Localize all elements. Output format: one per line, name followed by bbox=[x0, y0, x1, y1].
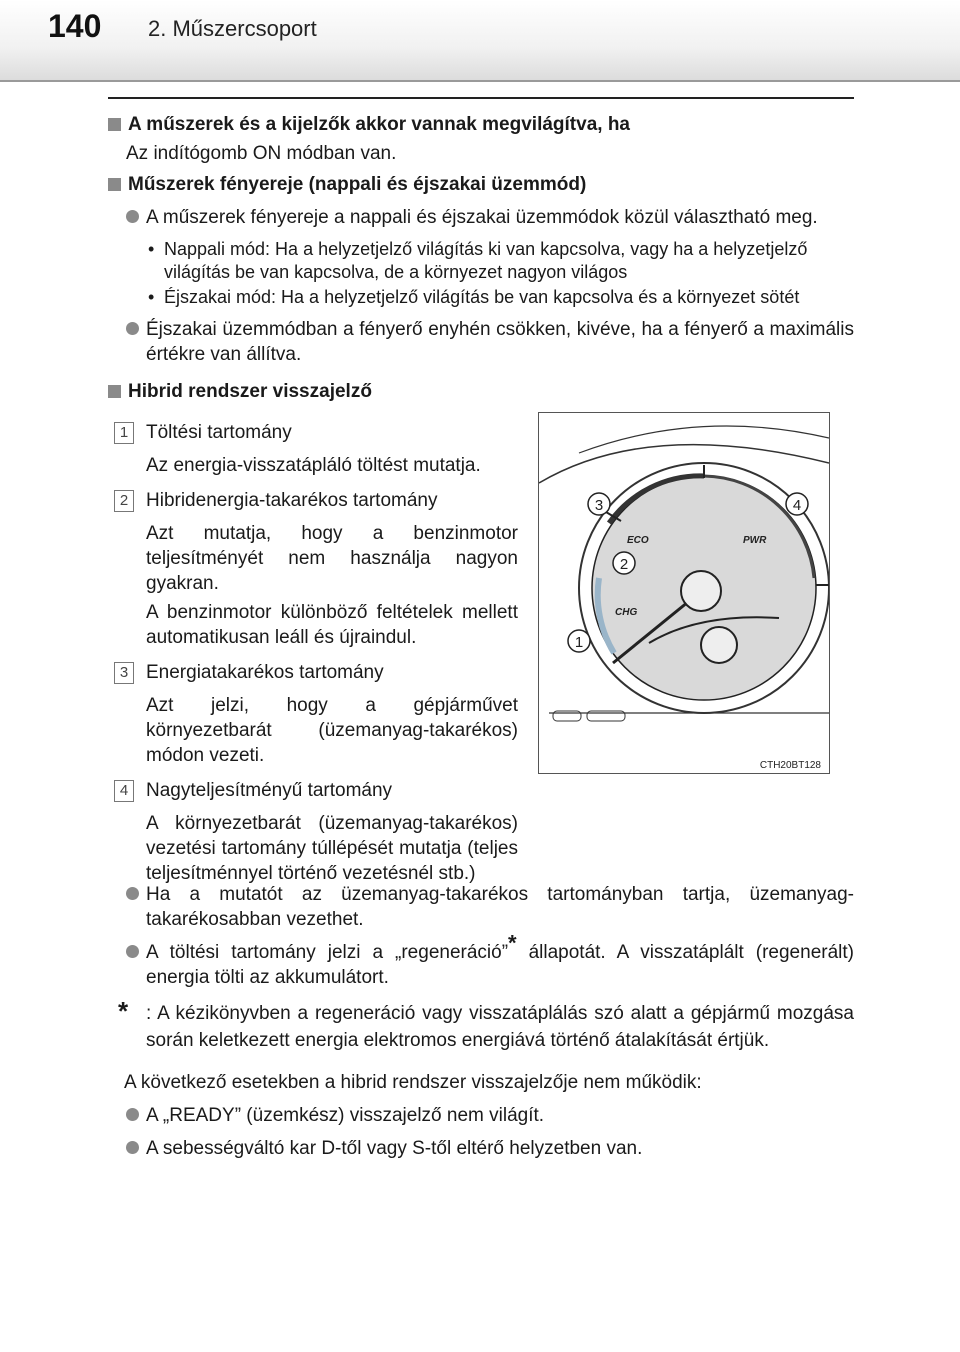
bullet-dot-icon bbox=[126, 210, 139, 223]
eco-label: ECO bbox=[627, 535, 649, 546]
chapter-title: 2. Műszercsoport bbox=[148, 16, 317, 41]
figure-code: CTH20BT128 bbox=[759, 760, 821, 771]
bullet-dot-icon bbox=[126, 322, 139, 335]
section-heading-hybrid: Hibrid rendszer visszajelző bbox=[108, 379, 854, 404]
bullet-text: A sebességváltó kar D-től vagy S-től eltérő helyzetben van. bbox=[146, 1138, 643, 1159]
footnote bbox=[108, 996, 854, 1054]
range-desc-2: A benzinmotor különböző feltételek mellett automatikusan leáll és újraindul. bbox=[146, 602, 518, 648]
number-badge: 3 bbox=[114, 662, 134, 684]
bullet-text: A műszerek fényereje a nappali és éjszakai üzemmódok közül választható meg. bbox=[146, 207, 818, 228]
night-mode-item: • Éjszakai mód: Ha a helyzetjelző világítás be van kapcsolva és a környezet sötét bbox=[108, 286, 854, 309]
lit-text: Az indítógomb ON módban van. bbox=[126, 143, 397, 164]
day-mode-item: • Nappali mód: Ha a helyzetjelző világítás ki van kapcsolva, vagy ha a helyzetjelző világítás be van kapcsolva, de a környezet nagyon világos bbox=[108, 238, 854, 284]
chg-label: CHG bbox=[615, 607, 638, 618]
range-desc: Azt jelzi, hogy a gépjárművet környezetbarát (üzemanyag-takarékos) módon vezeti. bbox=[146, 695, 518, 766]
range-title: Nagyteljesítményű tartomány bbox=[146, 780, 393, 801]
range-item-charge bbox=[108, 420, 518, 445]
footnote-star: * bbox=[508, 930, 517, 956]
number-badge: 4 bbox=[114, 780, 134, 802]
pwr-label: PWR bbox=[743, 535, 767, 546]
bullet-dot-icon bbox=[126, 887, 139, 900]
range-title: Töltési tartomány bbox=[146, 422, 292, 443]
section-heading-brightness: Műszerek fényereje (nappali és éjszakai üzemmód) bbox=[108, 172, 854, 197]
header-rule bbox=[0, 80, 960, 82]
brightness-bullet-1 bbox=[108, 205, 854, 230]
section-heading-lit: A műszerek és a kijelzők akkor vannak megvilágítva, ha bbox=[108, 112, 854, 137]
page-content bbox=[108, 106, 854, 1161]
page-header bbox=[0, 0, 960, 88]
hybrid-range-list bbox=[108, 410, 518, 886]
range-item-hybrid-eco bbox=[108, 488, 518, 513]
range-title: Energiatakarékos tartomány bbox=[146, 662, 384, 683]
bullet-dot-icon bbox=[126, 945, 139, 958]
page-number: 140 bbox=[48, 8, 102, 44]
bullet-text-b: állapotát. A visszatáplált (regenerált) energia tölti az akkumulátort. bbox=[146, 942, 854, 988]
hybrid-gauge-illustration bbox=[539, 413, 829, 773]
header-bar bbox=[0, 0, 960, 80]
hybrid-indicator-block bbox=[108, 410, 854, 884]
range-desc: Azt mutatja, hogy a benzinmotor teljesítményét nem használja nagyon gyakran. bbox=[146, 523, 518, 594]
hybrid-bullet-4 bbox=[108, 1136, 854, 1161]
range-item-power bbox=[108, 778, 518, 803]
range-desc: A környezetbarát (üzemanyag-takarékos) vezetési tartomány túllépését mutatja (teljes teljesítménnyel történő vezetésnél stb.) bbox=[146, 813, 518, 884]
callout-1: 1 bbox=[574, 634, 584, 651]
hybrid-bullet-2 bbox=[108, 930, 854, 990]
range-desc: Az energia-visszatápláló töltést mutatja. bbox=[146, 455, 481, 476]
bullet-dot-icon bbox=[126, 1108, 139, 1121]
range-title: Hibridenergia-takarékos tartomány bbox=[146, 490, 438, 511]
number-badge: 2 bbox=[114, 490, 134, 512]
callout-4: 4 bbox=[792, 497, 802, 514]
not-working-intro: A következő esetekben a hibrid rendszer visszajelzője nem működik: bbox=[124, 1072, 702, 1093]
bullet-text: Éjszakai üzemmódban a fényerő enyhén csökken, kivéve, ha a fényerő a maximális értékre van állítva. bbox=[146, 319, 854, 365]
bullet-dot-icon bbox=[126, 1141, 139, 1154]
footnote-text: : A kézikönyvben a regeneráció vagy visszatáplálás szó alatt a gépjármű mozgása során keletkezett energia elektromos energiává történő átalakítását értjük. bbox=[146, 1003, 854, 1051]
callout-3: 3 bbox=[594, 497, 604, 514]
footnote-mark: * bbox=[118, 996, 129, 1026]
range-item-eco bbox=[108, 660, 518, 685]
bullet-text: A „READY” (üzemkész) visszajelző nem világít. bbox=[146, 1105, 545, 1126]
hybrid-bullet-1 bbox=[108, 882, 854, 932]
callout-2: 2 bbox=[619, 556, 629, 573]
hybrid-gauge-figure bbox=[538, 412, 830, 774]
section-rule bbox=[108, 97, 854, 99]
bullet-text: Ha a mutatót az üzemanyag-takarékos tartományban tartja, üzemanyag-takarékosabban vezethet. bbox=[146, 884, 854, 930]
hybrid-bullet-3 bbox=[108, 1103, 854, 1128]
brightness-bullet-2 bbox=[108, 317, 854, 367]
bullet-text-a: A töltési tartomány jelzi a „regeneráció” bbox=[146, 942, 509, 963]
number-badge: 1 bbox=[114, 422, 134, 444]
